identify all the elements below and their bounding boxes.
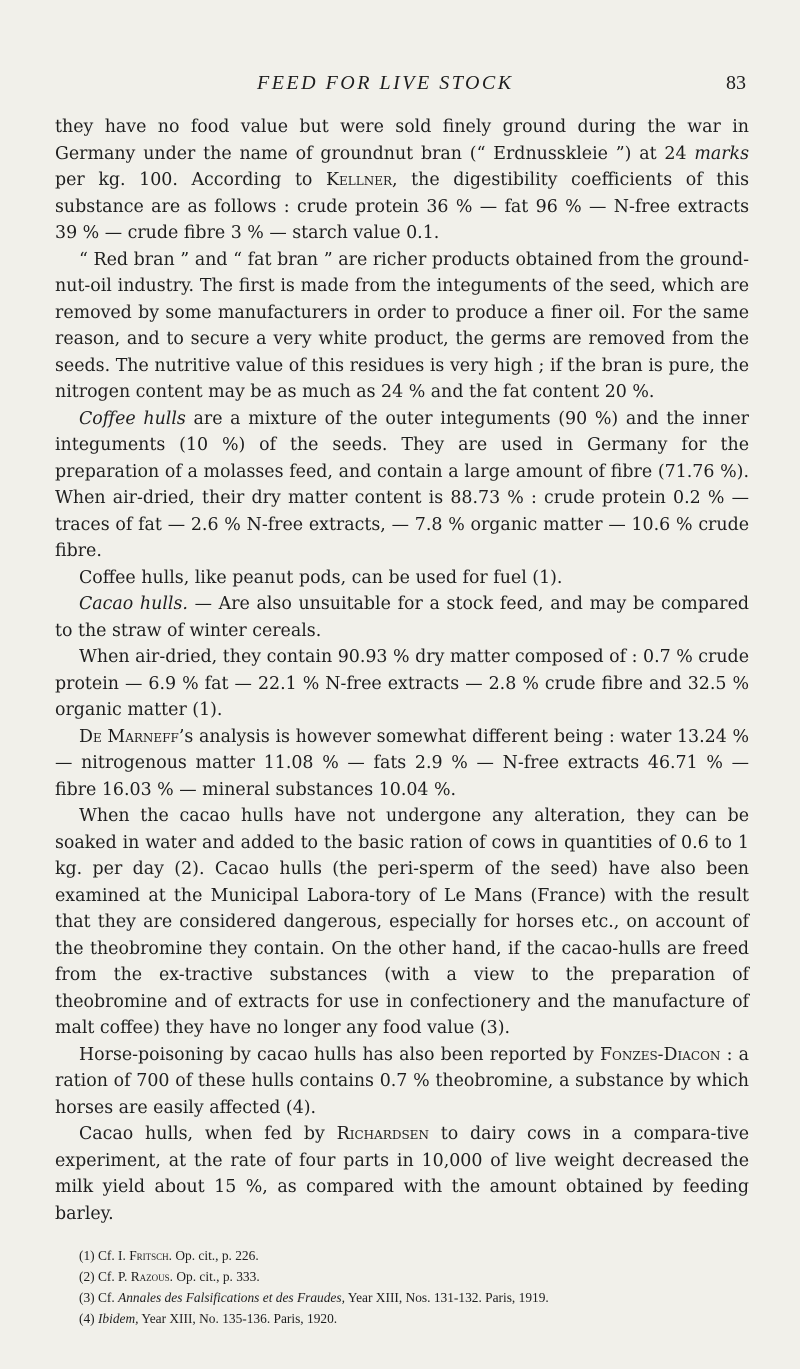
- paragraph: [55, 803, 749, 1042]
- paragraph: [55, 1121, 749, 1227]
- paragraph: [55, 724, 749, 804]
- italic-text: Annales des Falsifications et des Fraudes,: [118, 1290, 345, 1305]
- text-run: Coffee hulls, like peanut pods, can be used for fuel (1).: [79, 567, 563, 588]
- footnote: [79, 1308, 749, 1329]
- italic-text: marks: [694, 143, 749, 164]
- author-name: Fonzes-Diacon: [599, 1044, 721, 1065]
- paragraph: [55, 591, 749, 644]
- footnote: [79, 1266, 749, 1287]
- author-name: Richardsen: [336, 1124, 429, 1144]
- paragraph: [55, 114, 749, 247]
- text-run: are a mixture of the outer integuments (90 %) and the inner integuments (10 %) of the seeds. They are used in Germany for the preparation of a molasses feed, and contain a large amount of fibre (71.76 %). When air-dried, their dry matter content is 88.73 % : crude protein 0.2 % — traces of fat — 2.6 % N-free extracts, — 7.8 % organic matter — 10.6 % crude fibre.: [55, 408, 749, 561]
- text-run: — Are also unsuitable for a stock feed, and may be compared to the straw of winter cereals.: [55, 594, 749, 641]
- text-run: Horse-poisoning by cacao hulls has also been reported by: [79, 1044, 600, 1065]
- italic-text: Ibidem,: [97, 1311, 139, 1326]
- text-run: , the digestibility coefficients of this substance are as follows : crude protein 36 % — fat 96 % — N-free extracts 39 % — crude fibre 3 % — starch value 0.1.: [55, 170, 749, 243]
- text-run: ’s analysis is however somewhat different being : water 13.24 % — nitrogenous matter 11.08 % — fats 2.9 % — N-free extracts 46.71 % — fibre 16.03 % — mineral substances 10.04 %.: [55, 726, 749, 800]
- text-run: (2) Cf. P.: [79, 1269, 131, 1284]
- text-run: Cacao hulls, when fed by: [79, 1124, 337, 1144]
- running-head: FEED FOR LIVE STOCK: [257, 72, 514, 94]
- author-name: Fritsch: [129, 1248, 169, 1263]
- text-run: per kg. 100. According to: [55, 170, 327, 190]
- italic-text: Coffee hulls: [79, 408, 186, 429]
- paragraph: [55, 406, 749, 565]
- text-run: they have no food value but were sold finely ground during the war in Germany under the name of groundnut bran (“ Erdnusskleie ”) at 24: [55, 117, 749, 164]
- paragraph: [55, 247, 749, 406]
- body-text: [55, 114, 749, 1227]
- footnotes: [79, 1245, 749, 1329]
- text-run: . Op. cit., p. 226.: [168, 1248, 259, 1263]
- footnote: [79, 1287, 749, 1308]
- text-run: When air-dried, they contain 90.93 % dry matter composed of : 0.7 % crude protein — 6.9 % fat — 22.1 % N-free extracts — 2.8 % crude fibre and 32.5 % organic matter (1).: [55, 647, 749, 720]
- paragraph: [55, 565, 749, 592]
- text-run: (1) Cf. I.: [79, 1248, 130, 1263]
- footnote: [79, 1245, 749, 1266]
- paragraph: [55, 644, 749, 724]
- text-run: . Op. cit., p. 333.: [169, 1269, 260, 1284]
- text-run: “ Red bran ” and “ fat bran ” are richer products obtained from the ground-nut-oil industry. The first is made from the integuments of the seed, which are removed by some manufacturers in order to produce a finer oil. For the same reason, and to secure a very white product, the germs are removed from the seeds. The nutritive value of this residues is very high ; if the bran is pure, the nitrogen content may be as much as 24 % and the fat content 20 %.: [55, 249, 749, 402]
- text-run: When the cacao hulls have not undergone any alteration, they can be soaked in water and added to the basic ration of cows in quantities of 0.6 to 1 kg. per day (2). Cacao hulls (the peri-sperm of the seed) have also been examined at the Municipal Labora-tory of Le Mans (France) with the result that they are considered dangerous, especially for horses etc., on account of the theobromine they contain. On the other hand, if the cacao-hulls are freed from the ex-tractive substances (with a view to the preparation of theobromine and of extracts for use in confectionery and the manufacture of malt coffee) they have no longer any food value (3).: [55, 806, 749, 1038]
- text-run: (4): [79, 1311, 98, 1326]
- text-run: : a ration of 700 of these hulls contains 0.7 % theobromine, a substance by which horses are easily affected (4).: [55, 1044, 749, 1118]
- text-run: to dairy cows in a compara-tive experiment, at the rate of four parts in 10,000 of live weight decreased the milk yield about 15 %, as compared with the amount obtained by feeding barley.: [55, 1124, 750, 1224]
- page-header: [0, 72, 800, 102]
- page-number: 83: [726, 72, 746, 94]
- text-run: (3) Cf.: [79, 1290, 119, 1305]
- author-name: Kellner: [326, 170, 392, 190]
- author-name: De Marneff: [79, 726, 179, 747]
- paragraph: [55, 1042, 749, 1122]
- text-run: Year XIII, No. 135-136. Paris, 1920.: [138, 1311, 338, 1326]
- author-name: Razous: [130, 1269, 170, 1284]
- text-run: Year XIII, Nos. 131-132. Paris, 1919.: [344, 1290, 549, 1305]
- italic-text: Cacao hulls.: [79, 594, 188, 614]
